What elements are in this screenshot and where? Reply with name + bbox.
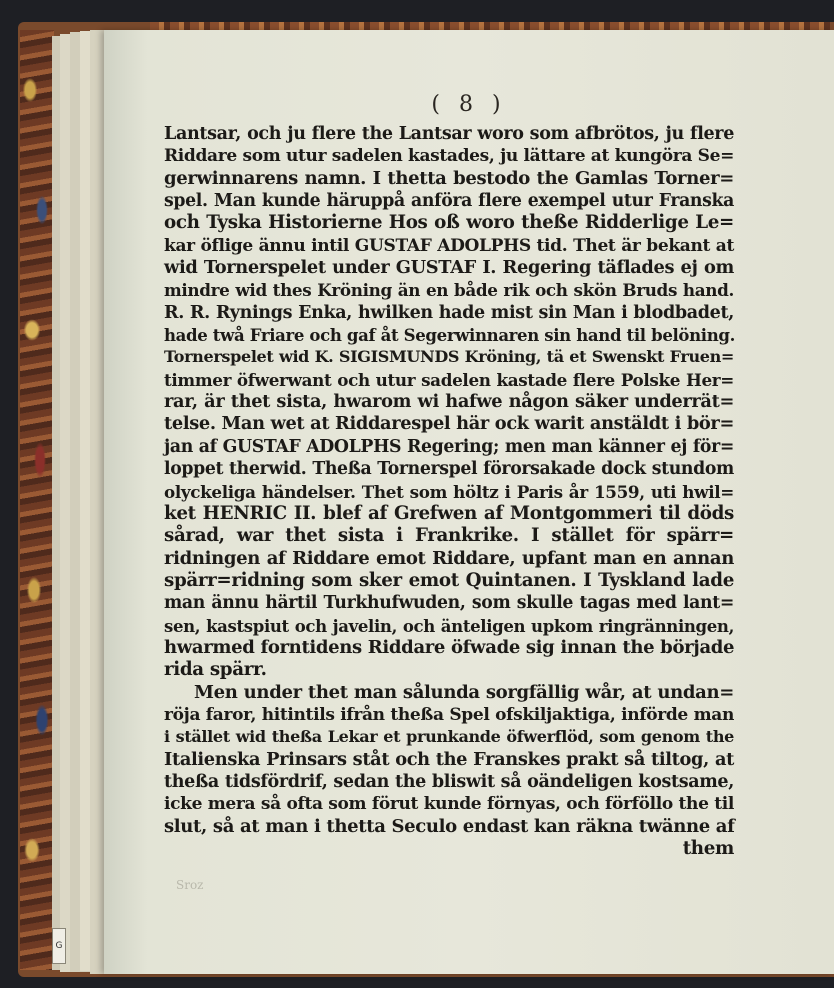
text-line: Tornerspelet wid K. SIGISMUNDS Kröning, tä et Swenskt Fruen= xyxy=(164,347,734,367)
text-line: telse. Man wet at Riddarespel här ock warit anstäldt i bör= xyxy=(164,413,734,435)
text-line: hade twå Friare och gaf åt Segerwinnaren sin hand til belöning. xyxy=(164,325,735,346)
text-line: i stället wid theßa Lekar et prunkande öfwerflöd, som genom the xyxy=(164,727,734,747)
text-line: R. R. Rynings Enka, hwilken hade mist sin Man i blodbadet, xyxy=(164,302,734,323)
text-line: sen, kastspiut och javelin, och änteligen upkom ringränningen, xyxy=(164,615,734,636)
text-line: mindre wid thes Kröning än en både rik och skön Bruds hand. xyxy=(164,280,734,301)
text-line: ket HENRIC II. blef af Grefwen af Montgommeri til döds xyxy=(164,502,734,524)
catchword: them xyxy=(682,838,734,859)
text-line: hwarmed forntidens Riddare öfwade sig innan the började xyxy=(164,636,735,658)
text-line: theßa tidsfördrif, sedan the bliswit så oändeligen kostsame, xyxy=(164,771,734,792)
text-line: kar öflige ännu intil GUSTAF ADOLPHS tid. Thet är bekant at xyxy=(164,235,734,256)
text-line: icke mera så ofta som förut kunde förnyas, och förföllo the til xyxy=(164,794,734,815)
show-through-text: Sroz xyxy=(176,878,204,892)
book-page xyxy=(104,30,834,974)
text-line: spärr=ridning som sker emot Quintanen. I Tyskland lade xyxy=(164,569,734,591)
text-line: rar, är thet sista, hwarom wi hafwe någon säker underrät= xyxy=(164,391,734,413)
spine-label: G xyxy=(52,928,66,964)
text-line: olyckeliga händelser. Thet som höltz i Paris år 1559, uti hwil= xyxy=(164,481,734,502)
text-line: Riddare som utur sadelen kastades, ju lättare at kungöra Se= xyxy=(164,146,734,167)
text-line: Lantsar, och ju flere the Lantsar woro som afbrötos, ju flere xyxy=(164,124,734,144)
text-line: gerwinnarens namn. I thetta bestodo the Gamlas Torner= xyxy=(164,167,734,189)
text-line: Italienska Prinsars ståt och the Franskes prakt så tiltog, at xyxy=(164,748,734,770)
text-line: jan af GUSTAF ADOLPHS Regering; men man känner ej för= xyxy=(164,436,734,457)
text-line: och Tyska Historierne Hos oß woro theße Ridderlige Le= xyxy=(164,212,734,234)
text-line: loppet therwid. Theßa Tornerspel förorsakade dock stundom xyxy=(164,459,734,480)
text-line: rida spärr. xyxy=(164,659,267,681)
text-line: slut, så at man i thetta Seculo endast kan räkna twänne af xyxy=(164,815,735,837)
text-line: sårad, war thet sista i Frankrike. I stället för spärr= xyxy=(164,525,734,547)
text-line: röja faror, hitintils ifrån theßa Spel ofskiljaktiga, införde man xyxy=(164,704,734,725)
marbled-edge xyxy=(20,30,54,970)
body-text xyxy=(164,123,734,860)
text-line: timmer öfwerwant och utur sadelen kastade flere Polske Her= xyxy=(164,369,734,390)
text-line: ridningen af Riddare emot Riddare, upfant man en annan xyxy=(164,547,734,569)
text-line: man ännu härtil Turkhufwuden, som skulle tagas med lant= xyxy=(164,593,734,614)
text-line: spel. Man kunde häruppå anföra flere exempel utur Franska xyxy=(164,191,734,212)
page-number: ( 8 ) xyxy=(431,92,507,117)
text-line: Men under thet man sålunda sorgfällig wår, at undan= xyxy=(194,681,734,703)
text-line: wid Tornerspelet under GUSTAF I. Regering täflades ej om xyxy=(164,257,734,279)
